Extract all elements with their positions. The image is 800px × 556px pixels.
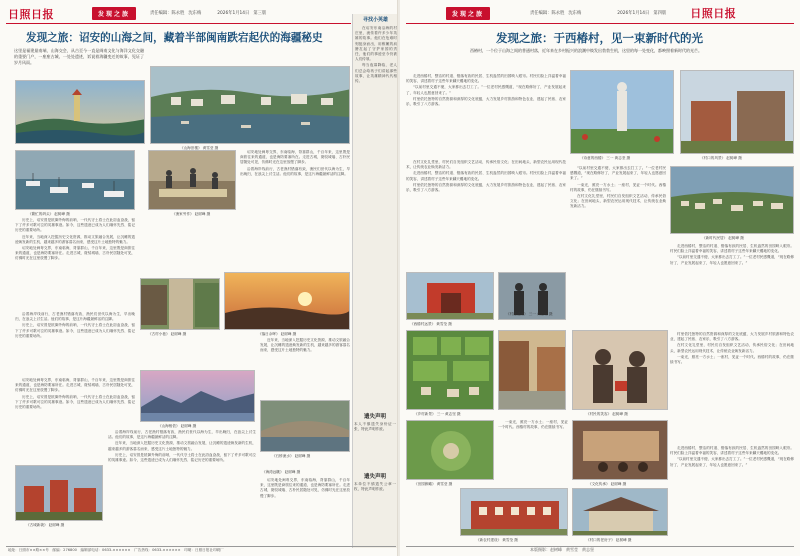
body-right-col1c [498, 420, 568, 484]
caption-8: 《石桥流水》 赵树峰 摄 [272, 454, 311, 458]
body-right-p3c: 村里依托独特的自然资源和深厚的文化底蕴，大力发展乡村旅游和特色农业，建起了民宿、农家乐，吸引了八方游客。 [670, 332, 794, 342]
body-left-p3c: 历史上，诏安曾是抵御外侮的前哨，一代代守土将士在此浴血奋战，留下了许多可歌可泣的英雄事迹。如今，这些遗迹已成为人们缅怀先烈、铭记历史的重要场所。 [15, 394, 135, 410]
sidebar [352, 14, 398, 548]
body-left-col3b [260, 478, 350, 530]
sidebar-text-a [355, 26, 397, 226]
body-left-p4c: 近年来，当地深入挖掘历史文化资源，推动文旅融合发展，让沉睡的遗迹焕发新的生机，越来越多的游客慕名而来，感受这片土地独特的魅力。 [108, 441, 256, 451]
lede-right: 西椿村，一个位于山海之间的普通村落，近年来在乡村振兴的浪潮中焕发出勃勃生机，这里的每一处变化，都映照着新时代的光芒。 [470, 48, 702, 53]
body-right-p4c: 在村文化礼堂里，村民们自发组织文艺活动，传承民俗文化；在田间地头，新型农民运用现代技术，让传统农业焕发新活力。 [670, 343, 794, 353]
body-left-p1: 诏安地处闽粤交界，东南临海，背靠群山，千百年来，这里既是商旅往来的通道，也是海防要塞所在。走进古城，斑驳城墙、古朴民居随处可见，仿佛时光在这里放慢了脚步。 [240, 150, 350, 165]
caption-4: 《古村小巷》 赵树峰 摄 [148, 332, 187, 336]
caption-r8: 《田园俯瞰》 黄雪莹 摄 [414, 482, 453, 486]
body-right-col2 [570, 166, 666, 276]
lede-left: 这里是福建最南端，山海交会，从古至今一直是闽南文化与海洋文化交融的重要门户，一座座古城、一处处遗迹，诉说着海疆变迁的故事，见证了岁月风雨。 [14, 48, 144, 65]
sidebar-title: 寻找小英雄 [362, 17, 388, 23]
footer-left: 地址：日照市××路××号 邮编：276800 编辑部电话：0633-×××××× 广告热线：0633-×××××× 印刷：日照日报社印刷厂 [8, 548, 224, 552]
proofreader-right: 沈东梅 [568, 11, 582, 16]
caption-2: 《繁忙的码头》 赵树峰 摄 [28, 212, 70, 216]
caption-1: 《山海崇楼》 黄雪莹 摄 [180, 146, 219, 150]
notice-text-2: 本单位不慎遗失公章一枚，特此声明作废。 [354, 482, 396, 492]
caption-r7: 《村民的笑容》 赵树峰 摄 [586, 412, 628, 416]
body-right-col1 [406, 74, 566, 156]
notice-title-2: 遗失声明 [363, 474, 386, 480]
body-left-col2 [108, 430, 256, 530]
page-no-left: 第三版 [253, 11, 267, 16]
caption-r6: 《乡村新景》 三一 黄志坚 摄 [414, 412, 461, 416]
body-left-col1b [15, 312, 135, 372]
editor-info-right: 责任编辑：陈永胜 [530, 11, 565, 16]
column-badge-left: 发现之旅 [92, 7, 136, 20]
photo-busy-dock [15, 150, 135, 210]
photo-paddy-fields [406, 330, 494, 410]
date-right: 2026年1月14日 [617, 11, 650, 16]
caption-r11: 《村口的老房子》 赵树峰 摄 [586, 538, 632, 542]
date-left: 2026年1月14日 [217, 11, 250, 16]
photo-stone-bridge [260, 400, 350, 452]
right-masthead [406, 4, 796, 22]
body-right-p5b: 一束光，照亮一方水土；一座村，见证一个时代。西椿村的故事，仍在继续书写。 [670, 354, 794, 365]
photo-statue [570, 70, 674, 154]
caption-3: 《渔家劳作》 赵树峰 摄 [172, 212, 211, 216]
photo-old-city [15, 465, 103, 521]
caption-r3: 《新时代民居》 赵树峰 摄 [702, 236, 744, 240]
sidebar-para-a: 在诏安东南沿海的村庄里，流传着许多少年英雄的故事。他们在危难时刻挺身而出，用稚嫩的肩膀扛起了守护家园的责任，他们的事迹至今仍被人们传颂。 [355, 26, 397, 62]
caption-r4: 《西椿村远景》 黄雪莹 摄 [410, 322, 452, 326]
body-right-p3: 村里依托独特的自然资源和深厚的文化底蕴，大力发展乡村旅游和特色农业，建起了民宿、农家乐，吸引了八方游客。 [406, 96, 566, 107]
caption-9: 《海湾远眺》 赵树峰 摄 [262, 470, 301, 474]
photo-coastal-city [150, 66, 350, 144]
right-page [400, 0, 800, 556]
body-right-p3b: 村里依托独特的自然资源和深厚的文化底蕴，大力发展乡村旅游和特色农业，建起了民宿、农家乐，吸引了八方游客。 [406, 182, 566, 193]
caption-7: 《古城新貌》 赵树峰 摄 [26, 523, 65, 527]
notice-title-1: 遗失声明 [363, 414, 386, 420]
body-left-p4: 近年来，当地深入挖掘历史文化资源，推动文旅融合发展，让沉睡的遗迹焕发新的生机，越来越多的游客慕名而来，感受这片土地独特的魅力。 [15, 234, 135, 244]
notice-text-1: 本人不慎遗失身份证一张，特此声明作废。 [354, 422, 396, 432]
body-right-p1: 走进西椿村，整洁的村道、错落有致的民居、生机盎然的田园映入眼帘。村民们脸上洋溢着幸福的笑容，讲述着村子这些年来翻天覆地的变化。 [406, 74, 566, 84]
photo-mountain-sea [140, 370, 255, 422]
logo-right: 日照日报 [690, 8, 737, 20]
body-right-col3 [670, 244, 794, 328]
body-left-col3 [260, 338, 350, 398]
footer-right: 本版摄影：赵树峰 黄雪莹 黄志坚 [530, 547, 594, 552]
body-right-p4: 在村文化礼堂里，村民们自发组织文艺活动，传承民俗文化；在田间地头，新型农民运用现代技术，让传统农业焕发新活力。 [406, 160, 566, 170]
body-left-p4b: 近年来，当地深入挖掘历史文化资源，推动文旅融合发展，让沉睡的遗迹焕发新的生机，越来越多的游客慕名而来，感受这片土地独特的魅力。 [260, 338, 350, 353]
body-right-col3c [670, 446, 794, 538]
left-masthead [6, 4, 396, 22]
body-right-p4b: 在村文化礼堂里，村民们自发组织文艺活动，传承民俗文化；在田间地头，新型农民运用现代技术，让传统农业焕发新活力。 [570, 194, 666, 209]
body-right-p5c: 一束光，照亮一方水土；一座村，见证一个时代。西椿村的故事，仍在继续书写。 [498, 420, 568, 430]
caption-r9: 《文化传承》 赵树峰 摄 [588, 482, 627, 486]
body-right-col1b [406, 160, 566, 270]
caption-r10: 《新农村建设》 黄雪莹 摄 [476, 538, 518, 542]
caption-5: 《山海相依》 赵树峰 摄 [158, 424, 197, 428]
photo-culture-hall [572, 420, 668, 480]
column-badge-right: 发现之旅 [446, 7, 490, 20]
photo-lighthouse [15, 80, 145, 144]
body-left-p2b: 沿着海岸线前行，古老渔村错落有致，渔民们世代以海为生，早出晚归，在浪尖上讨生活。他们的故事，是这片海疆最鲜活的注脚。 [15, 312, 135, 322]
photo-old-house [572, 488, 668, 536]
sidebar-para-b: 每当夜幕降临，老人们总会给孩子们讲起那些故事，让英雄精神代代相传。 [355, 63, 397, 84]
masthead-rule-left [6, 23, 351, 24]
photo-village-lane [140, 278, 220, 330]
left-page [0, 0, 398, 556]
body-right-p2: “以前村里交通不便，大家都出去打工了。”一位老村民感慨道，“现在路修好了，产业发展起来了，年轻人也愿意回来了。” [406, 85, 566, 95]
photo-sunset [224, 272, 350, 330]
body-left-p1c: 诏安地处闽粤交界，东南临海，背靠群山，千百年来，这里既是商旅往来的通道，也是海防要塞所在。走进古城，斑驳城墙、古朴民居随处可见，仿佛时光在这里放慢了脚步。 [15, 378, 135, 393]
caption-r5: 《村道通幽》 三一 黄志坚 摄 [506, 312, 553, 316]
caption-r1: 《村口的风景》 赵树峰 摄 [700, 156, 742, 160]
headline-left: 发现之旅：诏安的山海之间，藏着半部闽南跌宕起伏的海疆秘史 [26, 32, 323, 44]
body-right-p2c: “以前村里交通不便，大家都出去打工了。”一位老村民感慨道，“现在路修好了，产业发展起来了，年轻人也愿意回来了。” [670, 255, 794, 265]
photo-smiling-villagers [572, 330, 668, 410]
body-right-p2d: “以前村里交通不便，大家都出去打工了。”一位老村民感慨道，“现在路修好了，产业发展起来了，年轻人也愿意回来了。” [670, 457, 794, 467]
body-left-col1 [15, 218, 135, 308]
headline-right: 发现之旅：于西椿村，见一束新时代的光 [496, 31, 703, 45]
photo-fishermen [148, 150, 236, 210]
photo-red-building [460, 488, 568, 536]
photo-village-aerial [670, 166, 794, 234]
body-right-col3b [670, 332, 794, 442]
editor-info-left: 责任编辑：陈永胜 [150, 11, 185, 16]
body-left-p2: 沿着海岸线前行，古老渔村错落有致，渔民们世代以海为生，早出晚归，在浪尖上讨生活。他们的故事，是这片海疆最鲜活的注脚。 [240, 166, 350, 176]
caption-6: 《落日余晖》 赵树峰 摄 [258, 332, 297, 336]
body-left-p2c: 沿着海岸线前行，古老渔村错落有致，渔民们世代以海为生，早出晚归，在浪尖上讨生活。他们的故事，是这片海疆最鲜活的注脚。 [108, 430, 256, 440]
body-left-p3b: 历史上，诏安曾是抵御外侮的前哨，一代代守土将士在此浴血奋战，留下了许多可歌可泣的英雄事迹。如今，这些遗迹已成为人们缅怀先烈、铭记历史的重要场所。 [15, 323, 135, 338]
body-right-p2b: “以前村里交通不便，大家都出去打工了。”一位老村民感慨道，“现在路修好了，产业发展起来了，年轻人也愿意回来了。” [570, 166, 666, 181]
photo-village-entrance [680, 70, 794, 154]
body-right-p1b: 走进西椿村，整洁的村道、错落有致的民居、生机盎然的田园映入眼帘。村民们脸上洋溢着幸福的笑容，讲述着村子这些年来翻天覆地的变化。 [406, 171, 566, 181]
caption-r2: 《诗意的西椿》 三一 黄志坚 摄 [580, 156, 631, 160]
footer-rule-right [406, 546, 794, 547]
proofreader-left: 沈东梅 [188, 11, 202, 16]
body-left-top [240, 150, 350, 212]
body-left-p3d: 历史上，诏安曾是抵御外侮的前哨，一代代守土将士在此浴血奋战，留下了许多可歌可泣的英雄事迹。如今，这些遗迹已成为人们缅怀先烈、铭记历史的重要场所。 [108, 452, 256, 463]
body-right-p5: 一束光，照亮一方水土；一座村，见证一个时代。西椿村的故事，仍在继续书写。 [570, 182, 666, 192]
body-left-p1d: 诏安地处闽粤交界，东南临海，背靠群山，千百年来，这里既是商旅往来的通道，也是海防要塞所在。走进古城，斑驳城墙、古朴民居随处可见，仿佛时光在这里放慢了脚步。 [260, 478, 350, 498]
body-left-p1b: 诏安地处闽粤交界，东南临海，背靠群山，千百年来，这里既是商旅往来的通道，也是海防要塞所在。走进古城，斑驳城墙、古朴民居随处可见，仿佛时光在这里放慢了脚步。 [15, 246, 135, 261]
photo-field-aerial [406, 420, 494, 480]
footer-rule-left [6, 546, 396, 547]
body-left-p3: 历史上，诏安曾是抵御外侮的前哨，一代代守土将士在此浴血奋战，留下了许多可歌可泣的英雄事迹。如今，这些遗迹已成为人们缅怀先烈、铭记历史的重要场所。 [15, 218, 135, 233]
masthead-rule-right [406, 23, 794, 24]
body-right-p1c: 走进西椿村，整洁的村道、错落有致的民居、生机盎然的田园映入眼帘。村民们脸上洋溢着幸福的笑容，讲述着村子这些年来翻天覆地的变化。 [670, 244, 794, 254]
page-no-right: 第四版 [653, 11, 667, 16]
body-right-p1d: 走进西椿村，整洁的村道、错落有致的民居、生机盎然的田园映入眼帘。村民们脸上洋溢着幸福的笑容，讲述着村子这些年来翻天覆地的变化。 [670, 446, 794, 456]
logo-left: 日照日报 [8, 9, 54, 21]
photo-village-gate [406, 272, 494, 320]
photo-village-road [498, 330, 566, 410]
